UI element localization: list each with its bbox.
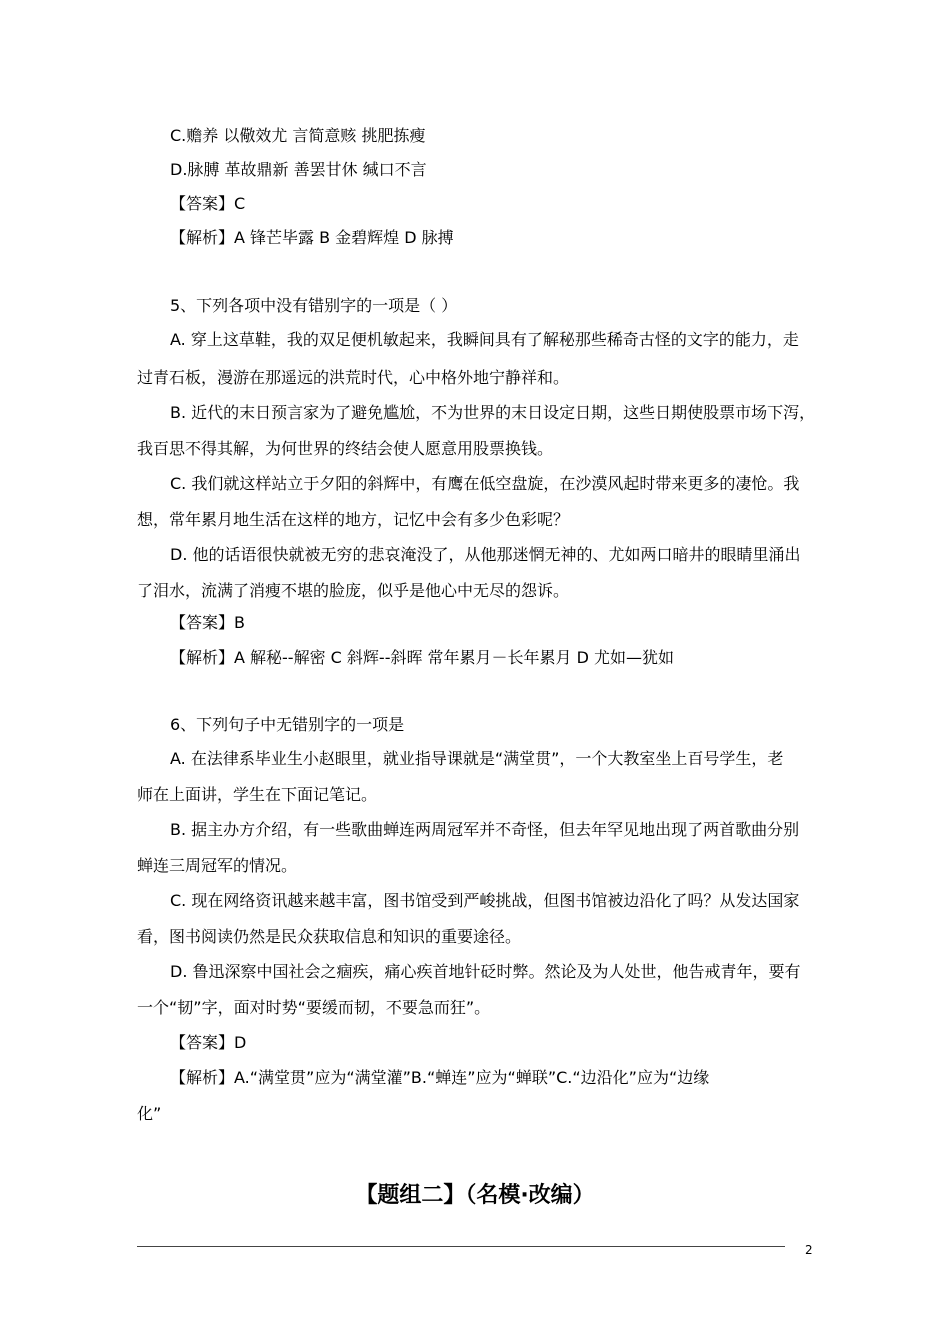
q6-option-c-line2: 看，图书阅读仍然是民众获取信息和知识的重要途径。 bbox=[137, 927, 522, 946]
q5-option-b-line2: 我百思不得其解，为何世界的终结会使人愿意用股票换钱。 bbox=[137, 439, 554, 458]
q5-option-c-line1: C. 我们就这样站立于夕阳的斜辉中，有鹰在低空盘旋，在沙漠风起时带来更多的凄怆。我 bbox=[170, 474, 800, 493]
q4-option-d: D.脉膊 革故鼎新 善罢甘休 缄口不言 bbox=[170, 160, 427, 179]
q4-answer: 【答案】C bbox=[170, 194, 246, 213]
footer-divider bbox=[137, 1246, 785, 1247]
q5-option-a-line1: A. 穿上这草鞋，我的双足便机敏起来，我瞬间具有了解秘那些稀奇古怪的文字的能力，走 bbox=[170, 330, 799, 349]
q6-option-d-line2: 一个“韧”字，面对时势“要缓而韧，不要急而狂”。 bbox=[137, 998, 491, 1017]
q6-analysis-line2: 化” bbox=[137, 1104, 162, 1123]
q5-option-b-line1: B. 近代的末日预言家为了避免尴尬，不为世界的末日设定日期，这些日期使股票市场下泻， bbox=[170, 403, 816, 422]
q6-option-b-line1: B. 据主办方介绍，有一些歌曲蝉连两周冠军并不奇怪，但去年罕见地出现了两首歌曲分别 bbox=[170, 820, 800, 839]
q6-option-b-line2: 蝉连三周冠军的情况。 bbox=[137, 856, 298, 875]
q4-analysis: 【解析】A 锋芒毕露 B 金碧辉煌 D 脉搏 bbox=[170, 228, 454, 247]
q5-option-d-line1: D. 他的话语很快就被无穷的悲哀淹没了，从他那迷惘无神的、尤如两口暗井的眼睛里涌出 bbox=[170, 545, 801, 564]
q5-option-c-line2: 想，常年累月地生活在这样的地方，记忆中会有多少色彩呢？ bbox=[137, 510, 570, 529]
q6-answer: 【答案】D bbox=[170, 1033, 247, 1052]
q6-option-c-line1: C. 现在网络资讯越来越丰富，图书馆受到严峻挑战，但图书馆被边沿化了吗？从发达国家 bbox=[170, 891, 800, 910]
q6-analysis-line1: 【解析】A.“满堂贯”应为“满堂灌”B.“蝉连”应为“蝉联”C.“边沿化”应为“边缘 bbox=[170, 1068, 710, 1087]
q5-answer: 【答案】B bbox=[170, 613, 245, 632]
q6-option-a-line1: A. 在法律系毕业生小赵眼里，就业指导课就是“满堂贯”，一个大教室坐上百号学生，老 bbox=[170, 749, 784, 768]
q5-option-a-line2: 过青石板，漫游在那遥远的洪荒时代，心中格外地宁静祥和。 bbox=[137, 368, 570, 387]
q5-stem: 5、下列各项中没有错别字的一项是（ ） bbox=[170, 296, 458, 315]
q6-option-a-line2: 师在上面讲，学生在下面记笔记。 bbox=[137, 785, 378, 804]
q4-option-c: C.赡养 以儆效尤 言简意赅 挑肥拣瘦 bbox=[170, 126, 426, 145]
q5-analysis: 【解析】A 解秘--解密 C 斜辉--斜晖 常年累月－长年累月 D 尤如—犹如 bbox=[170, 648, 675, 667]
q6-stem: 6、下列句子中无错别字的一项是 bbox=[170, 715, 405, 734]
section-title: 【题组二】（名模·改编） bbox=[355, 1183, 595, 1208]
q5-option-d-line2: 了泪水，流满了消瘦不堪的脸庞，似乎是他心中无尽的怨诉。 bbox=[137, 581, 570, 600]
q6-option-d-line1: D. 鲁迅深察中国社会之痼疾，痛心疾首地针砭时弊。然论及为人处世，他告戒青年，要有 bbox=[170, 962, 801, 981]
page-number: 2 bbox=[805, 1243, 813, 1257]
